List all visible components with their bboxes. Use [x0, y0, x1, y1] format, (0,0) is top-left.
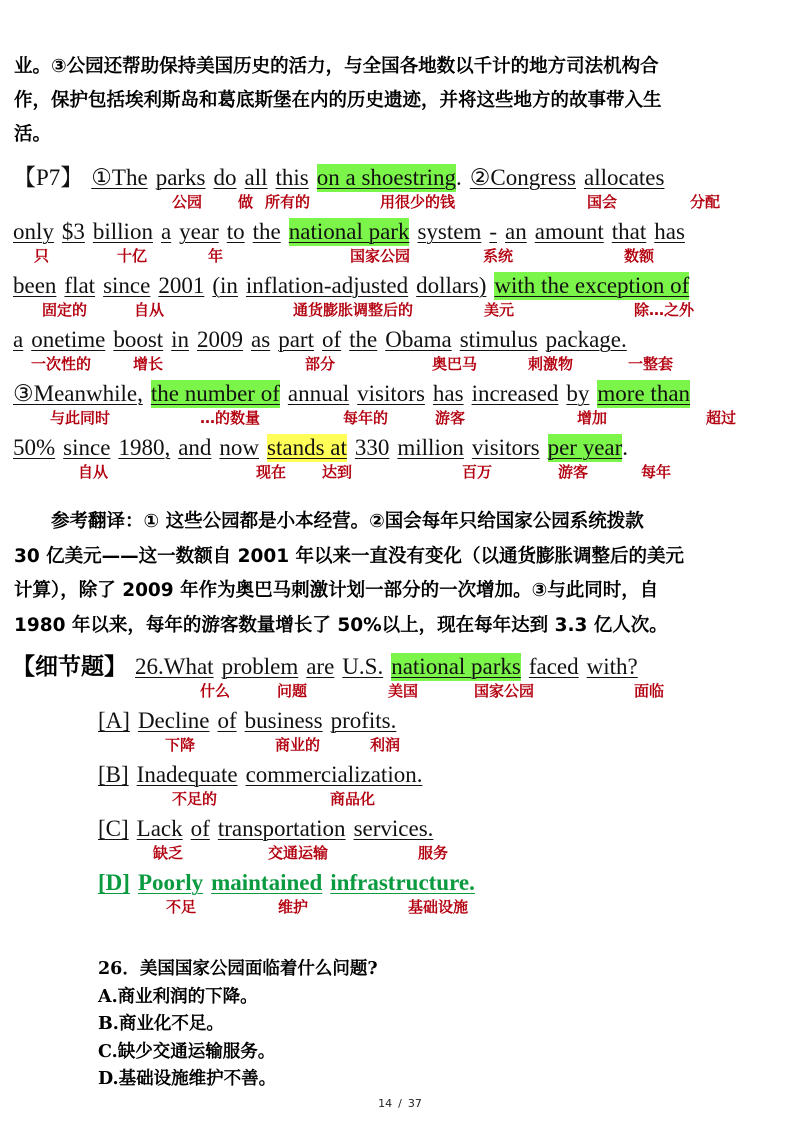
gloss-annotation: 系统 [483, 247, 514, 265]
gloss-annotation: 服务 [418, 844, 449, 862]
highlighted-phrase: with the exception of [494, 273, 690, 298]
gloss-annotation: 超过 [706, 409, 737, 427]
word: with? [586, 654, 638, 679]
p7-line [13, 164, 672, 198]
translation-line: 参考翻译：① 这些公园都是小本经营。②国会每年只给国家公园系统拨款 [14, 511, 644, 532]
word: Poorly [137, 870, 204, 895]
word: [A] [98, 708, 130, 733]
question-line [98, 707, 404, 741]
gloss-annotation: 通货膨胀调整后的 [293, 301, 414, 319]
page-total: 37 [407, 1097, 422, 1110]
word: allocates [584, 165, 665, 190]
word: infrastructure. [330, 870, 475, 895]
gloss-annotation: 公园 [172, 193, 203, 211]
gloss-annotation: 做 [238, 193, 254, 211]
word: package. [545, 327, 627, 352]
gloss-annotation: 固定的 [42, 301, 88, 319]
highlighted-phrase: per year [547, 435, 623, 460]
gloss-annotation: 分配 [690, 193, 721, 211]
word: U.S. [342, 654, 384, 679]
word: amount [534, 219, 604, 244]
word: 1980, [118, 435, 171, 460]
word: of [217, 708, 237, 733]
gloss-annotation: …的数量 [200, 409, 261, 427]
word: 2001 [158, 273, 205, 298]
gloss-annotation: 与此同时 [50, 409, 111, 427]
word: a [160, 219, 172, 244]
gloss-annotation: 缺乏 [153, 844, 184, 862]
word: since [103, 273, 151, 298]
gloss-annotation: 商品化 [330, 790, 376, 808]
word: now [219, 435, 260, 460]
question-line [98, 761, 430, 795]
word: services. [353, 816, 434, 841]
question-line [12, 653, 646, 687]
gloss-annotation: 增长 [133, 355, 164, 373]
gloss-annotation: 面临 [634, 682, 665, 700]
word: stimulus [459, 327, 538, 352]
word: been [13, 273, 57, 298]
word: are [306, 654, 335, 679]
word: [B] [98, 762, 129, 787]
question-translation [98, 956, 378, 1094]
intro-line-3: 活。 [14, 124, 52, 145]
page-number [0, 1097, 800, 1110]
word: dollars) [416, 273, 487, 298]
gloss-annotation: 用很少的钱 [380, 193, 456, 211]
question-cn-line: A.商业利润的下降。 [98, 986, 258, 1007]
intro-line-1: 业。③公园还帮助保持美国历史的活力，与全国各地数以千计的地方司法机构合 [14, 56, 659, 77]
highlighted-phrase: the number of [150, 381, 280, 406]
gloss-annotation: 下降 [165, 736, 196, 754]
translation-line: 计算），除了 2009 年作为奥巴马刺激计划一部分的一次增加。③与此同时，自 [14, 580, 659, 601]
word: Inadequate [136, 762, 238, 787]
word: all [244, 165, 268, 190]
highlighted-phrase: national park [288, 219, 410, 244]
word: . [622, 435, 629, 460]
word: visitors [357, 381, 425, 406]
translation-line: 1980 年以来，每年的游客数量增长了 50%以上，现在每年达到 3.3 亿人次。 [14, 614, 668, 636]
word: [C] [98, 816, 129, 841]
gloss-annotation: 游客 [435, 409, 466, 427]
word: Obama [385, 327, 452, 352]
gloss-annotation: 一整套 [628, 355, 674, 373]
word: profits. [330, 708, 397, 733]
gloss-annotation: 国家公园 [350, 247, 411, 265]
word: only [13, 219, 54, 244]
word: 26.What [135, 654, 214, 679]
translation-line: 30 亿美元——这一数额自 2001 年以来一直没有变化（以通货膨胀调整后的美元 [14, 545, 685, 567]
word: inflation-adjusted [245, 273, 409, 298]
p7-label: 【P7】 [13, 165, 84, 190]
gloss-annotation: 国家公园 [474, 682, 535, 700]
gloss-annotation: 自从 [78, 463, 109, 481]
gloss-annotation: 百万 [462, 463, 493, 481]
gloss-annotation: 现在 [256, 463, 287, 481]
word: parks [155, 165, 206, 190]
word: ③Meanwhile, [13, 381, 143, 406]
word: in [171, 327, 190, 352]
gloss-annotation: 年 [208, 247, 224, 265]
word: 330 [354, 435, 390, 460]
question-label: 【细节题】 [12, 654, 127, 680]
word: the [349, 327, 378, 352]
word: and [178, 435, 212, 460]
gloss-annotation: 国会 [587, 193, 618, 211]
word: - [489, 219, 498, 244]
gloss-annotation: 所有的 [265, 193, 311, 211]
word: the [252, 219, 281, 244]
gloss-annotation: 除…之外 [634, 301, 695, 319]
gloss-annotation: 刺激物 [528, 355, 574, 373]
word: . [456, 165, 462, 190]
word: Decline [137, 708, 210, 733]
word: visitors [471, 435, 540, 460]
gloss-annotation: 部分 [305, 355, 336, 373]
word: this [275, 165, 309, 190]
word: do [213, 165, 237, 190]
highlighted-phrase: more than [597, 381, 691, 406]
word: (in [212, 273, 238, 298]
word: transportation [217, 816, 346, 841]
highlighted-phrase: national parks [391, 654, 521, 679]
gloss-annotation: 什么 [200, 682, 231, 700]
word: faced [528, 654, 579, 679]
word: part [278, 327, 314, 352]
gloss-annotation: 十亿 [117, 247, 148, 265]
word: has [654, 219, 685, 244]
word: [D] [98, 870, 130, 895]
gloss-annotation: 维护 [278, 898, 309, 916]
word: increased [471, 381, 559, 406]
gloss-annotation: 奥巴马 [432, 355, 478, 373]
gloss-annotation: 每年 [641, 463, 672, 481]
intro-line-2: 作，保护包括埃利斯岛和葛底斯堡在内的历史遗迹，并将这些地方的故事带入生 [14, 90, 662, 111]
word: billion [92, 219, 153, 244]
word: million [397, 435, 464, 460]
gloss-annotation: 不足的 [172, 790, 218, 808]
question-cn-line: D.基础设施维护不善。 [98, 1069, 277, 1089]
word: year [179, 219, 219, 244]
word: annual [287, 381, 350, 406]
gloss-annotation: 问题 [277, 682, 308, 700]
word: of [190, 816, 210, 841]
word: business [244, 708, 323, 733]
gloss-annotation: 美元 [484, 301, 515, 319]
word: a [13, 327, 24, 352]
gloss-annotation: 每年的 [343, 409, 389, 427]
question-cn-line: B.商业化不足。 [98, 1014, 224, 1034]
word: problem [221, 654, 299, 679]
page-separator: / [398, 1097, 402, 1110]
word: by [566, 381, 590, 406]
word: onetime [31, 327, 106, 352]
word: $3 [61, 219, 85, 244]
word: as [251, 327, 271, 352]
gloss-annotation: 利润 [370, 736, 401, 754]
word: to [226, 219, 245, 244]
word: ②Congress [469, 165, 576, 190]
gloss-annotation: 基础设施 [408, 898, 469, 916]
word: Lack [136, 816, 183, 841]
gloss-annotation: 达到 [322, 463, 353, 481]
word: commercialization. [245, 762, 423, 787]
word: flat [64, 273, 96, 298]
word: has [432, 381, 464, 406]
word: boost [113, 327, 164, 352]
word: maintained [211, 870, 323, 895]
word: ①The [91, 165, 148, 190]
reference-translation [14, 505, 790, 643]
gloss-annotation: 游客 [558, 463, 589, 481]
gloss-annotation: 只 [34, 247, 50, 265]
gloss-annotation: 自从 [134, 301, 165, 319]
gloss-annotation: 一次性的 [31, 355, 92, 373]
gloss-annotation: 美国 [388, 682, 419, 700]
gloss-annotation: 数额 [624, 247, 655, 265]
word: since [63, 435, 111, 460]
word: of [321, 327, 342, 352]
gloss-annotation: 商业的 [275, 736, 321, 754]
highlighted-phrase: stands at [267, 435, 347, 460]
question-cn-line: 26．美国国家公园面临着什么问题? [98, 959, 378, 979]
question-cn-line: C.缺少交通运输服务。 [98, 1041, 276, 1062]
word: 50% [13, 435, 56, 460]
gloss-annotation: 增加 [577, 409, 608, 427]
word: 2009 [197, 327, 244, 352]
word: that [611, 219, 647, 244]
word: an [505, 219, 527, 244]
gloss-annotation: 交通运输 [268, 844, 329, 862]
word: system [417, 219, 482, 244]
highlighted-phrase: on a shoestring [316, 165, 457, 190]
gloss-annotation: 不足 [166, 898, 197, 916]
page-current: 14 [378, 1097, 393, 1110]
